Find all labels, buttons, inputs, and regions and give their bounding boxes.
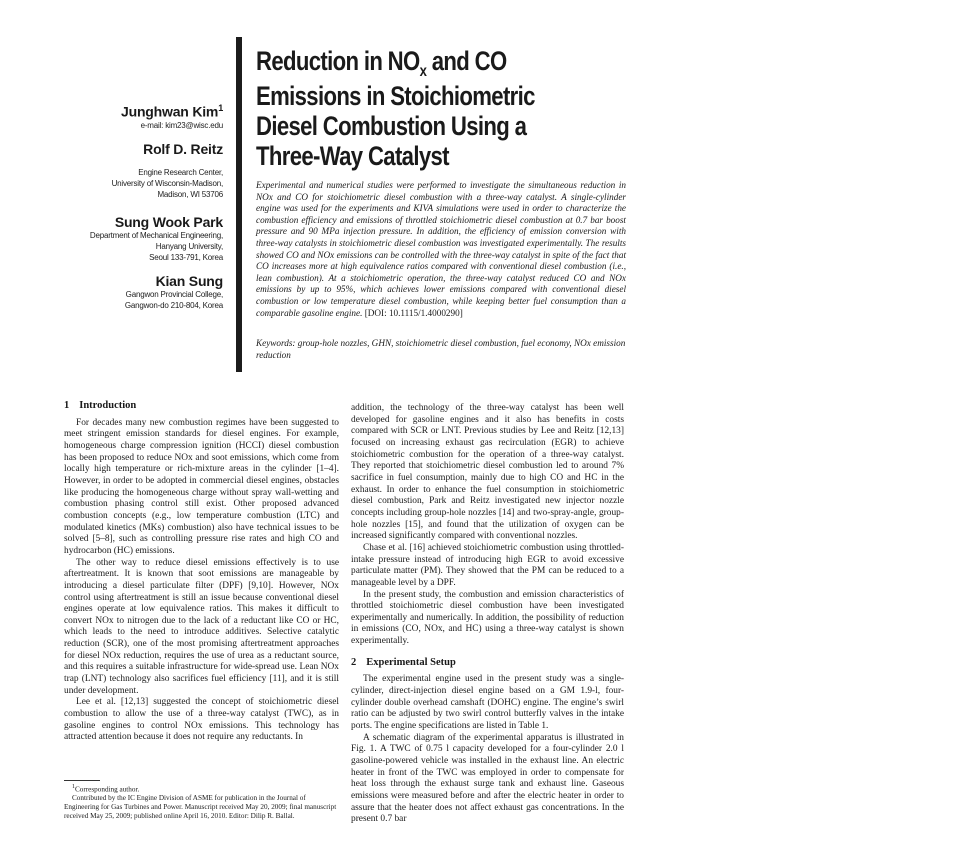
affiliation-line: Madison, WI 53706 xyxy=(157,189,223,199)
author-block xyxy=(60,100,223,311)
footnote xyxy=(64,780,339,821)
section-heading: 1 Introduction xyxy=(64,400,137,411)
paragraph: The other way to reduce diesel emissions effectively is to use aftertreatment. It is known that soot emissions are manageable by introducing a diesel particulate filter (DPF) [9,10]. However, NOx control using aftertreatment is still an issue because conventional diesel engines operate at low equivalence ratios. This makes it difficult to convert NOx to nitrogen due to the lack of a reductant like CO or HC, which leads to the need to introduce additives. Selective catalytic reduction (SCR), one of the most promising aftertreatment approaches for diesel NOx reduction, requires the use of urea as a reductant source, and this requires a suitable infrastructure for wide-spread use. Lean NOx trap (LNT) technology also sacrifices fuel efficiency [11], and it is still under development. xyxy=(64,557,339,696)
paragraph: Lee et al. [12,13] suggested the concept of stoichiometric diesel combustion to allow the use of a three-way catalyst (TWC), as in gasoline engines to control NOx emissions. This technology has attracted attention because it does not require any reductants. In xyxy=(64,697,339,743)
abstract-text: Experimental and numerical studies were performed to investigate the simultaneous reduction in NOx and CO for stoichiometric diesel combustion with a three-way catalyst. A single-cylinder engine was used for the experiments and KIVA simulations were used in order to characterize the combustion efficiency and emissions of throttled stoichiometric diesel combustion at 0.7 bar boost pressure and 90 MPa injection pressure. In addition, the efficiency of emission conversion with three-way catalysts in stoichiometric diesel combustion was investigated experimentally. The results showed CO and NOx emissions can be controlled with the three-way catalyst in spite of the fact that CO increases more at high equivalence ratios compared with conventional diesel combustion (i.e., lean combustion). At a stoichiometric operation, the three-way catalyst reduced CO and NOx emissions by up to 95%, which achieves lower emissions compared with conventional diesel combustion or low temperature diesel combustion, while keeping better fuel consumption than a comparable gasoline engine. xyxy=(256,180,626,318)
footnote-contributed: Contributed by the IC Engine Division of ASME for publication in the Journal of Engineering for Gas Turbines and Power. Manuscript received May 20, 2009; final manuscript received May 25, 2009; published online April 16, 2010. Editor: Dilip R. Ballal. xyxy=(64,794,337,821)
footnote-mark: 1 xyxy=(218,103,223,113)
abstract xyxy=(256,180,626,319)
paragraph: Chase et al. [16] achieved stoichiometric combustion using throttled-intake pressure instead of introducing high EGR to avoid excessive particulate matter (PM). They showed that the PM can be reduced to a manageable level by a DPF. xyxy=(351,542,624,588)
doi: [DOI: 10.1115/1.4000290] xyxy=(364,307,463,318)
affiliation-line: Gangwon Provincial College, xyxy=(125,289,223,299)
title-vertical-rule xyxy=(236,37,242,372)
affiliation-line: Gangwon-do 210-804, Korea xyxy=(124,300,223,310)
affiliation-line: Engine Research Center, xyxy=(138,167,223,177)
paragraph: A schematic diagram of the experimental apparatus is illustrated in Fig. 1. A TWC of 0.75 l capacity developed for a four-cylinder 2.0 l gasoline-powered vehicle was installed in the exhaust line. An electric heater in front of the TWC was employed in order to compensate for heat loss through the exhaust surge tank and exhaust line. Gaseous emissions were measured before and after the electric heater in order to assure that the heater does not affect exhaust gas concentrations. In the present 0.7 bar xyxy=(351,732,624,825)
paragraph: For decades many new combustion regimes have been suggested to meet stringent emission standards for diesel engines. For example, homogeneous charge compression ignition (HCCI) diesel combustion has been proposed to reduce NOx and soot emissions, which come from locally high temperature or rich-mixture areas in the cylinder [1–4]. However, in order to be adopted in commercial diesel engines, obstacles like producing the homogeneous charge without spray wall-wetting and combustion phasing control still exist. Other proposed advanced combustion concepts (e.g., low temperature combustion (LTC) and modulated kinetics (MKs) combustion) also have technical issues to be solved [5–8], such as controlling pressure rise rates and high CO and hydrocarbon (HC) emissions. xyxy=(64,417,339,556)
paragraph: The experimental engine used in the present study was a single-cylinder, direct-injection diesel engine based on a GM 1.9-l, four-cylinder double overhead camshaft (DOHC) engine. The engine’s swirl ratio can be adjusted by two swirl control butterfly valves in the intake ports. The engine specifications are listed in Table 1. xyxy=(351,674,624,732)
body-column-left xyxy=(64,400,339,744)
title-line: Three-Way Catalyst xyxy=(256,141,449,171)
title-line: Reduction in $NO_x$ and CO xyxy=(256,46,507,80)
author-name: Junghwan Kim$^1$ xyxy=(121,103,223,120)
keywords: Keywords: group-hole nozzles, GHN, stoichiometric diesel combustion, fuel economy, NOx emission reduction xyxy=(256,338,626,360)
author-name: Kian Sung xyxy=(155,272,223,289)
footnote-rule xyxy=(64,780,100,781)
title-line: Emissions in Stoichiometric xyxy=(256,81,535,111)
affiliation-line: Seoul 133-791, Korea xyxy=(149,252,223,262)
section-heading: 2 Experimental Setup xyxy=(351,656,456,668)
affiliation-line: Department of Mechanical Engineering, xyxy=(89,230,223,240)
author-name: Rolf D. Reitz xyxy=(143,140,223,157)
title-line: Diesel Combustion Using a xyxy=(256,111,527,141)
author-email: e-mail: kim23@wisc.edu xyxy=(140,120,223,130)
paragraph: addition, the technology of the three-way catalyst has been well developed for gasoline engines and it also has benefits in costs compared with SCR or LNT. Previous studies by Lee and Reitz [12,13] focused on increasing exhaust gas recirculation (EGR) to achieve stoichiometric combustion for the operation of a three-way catalyst. They reported that stoichiometric diesel combustion led to around 7% sacrifice in fuel consumption, mainly due to high CO and HC in the exhaust. In order to enhance the fuel consumption in stoichiometric diesel combustion, Park and Reitz investigated new injector nozzle concepts including group-hole nozzles [14] and two-spray-angle, group-hole nozzles [15], and found that the utilization of oxygen can be increased significantly compared with conventional nozzles. xyxy=(351,403,624,542)
paper-title xyxy=(256,46,568,171)
body-column-right xyxy=(351,403,624,826)
author-name: Sung Wook Park xyxy=(114,213,223,230)
affiliation-line: University of Wisconsin-Madison, xyxy=(111,178,223,188)
paragraph: In the present study, the combustion and emission characteristics of throttled stoichiometric diesel combustion have been investigated experimentally and numerically. In addition, the possibility of reduction in emissions (CO, NOx, and HC) using a three-way catalyst is shown experimentally. xyxy=(351,589,624,647)
footnote-corresponding: $^1$Corresponding author. xyxy=(72,784,140,794)
affiliation-line: Hanyang University, xyxy=(155,241,223,251)
